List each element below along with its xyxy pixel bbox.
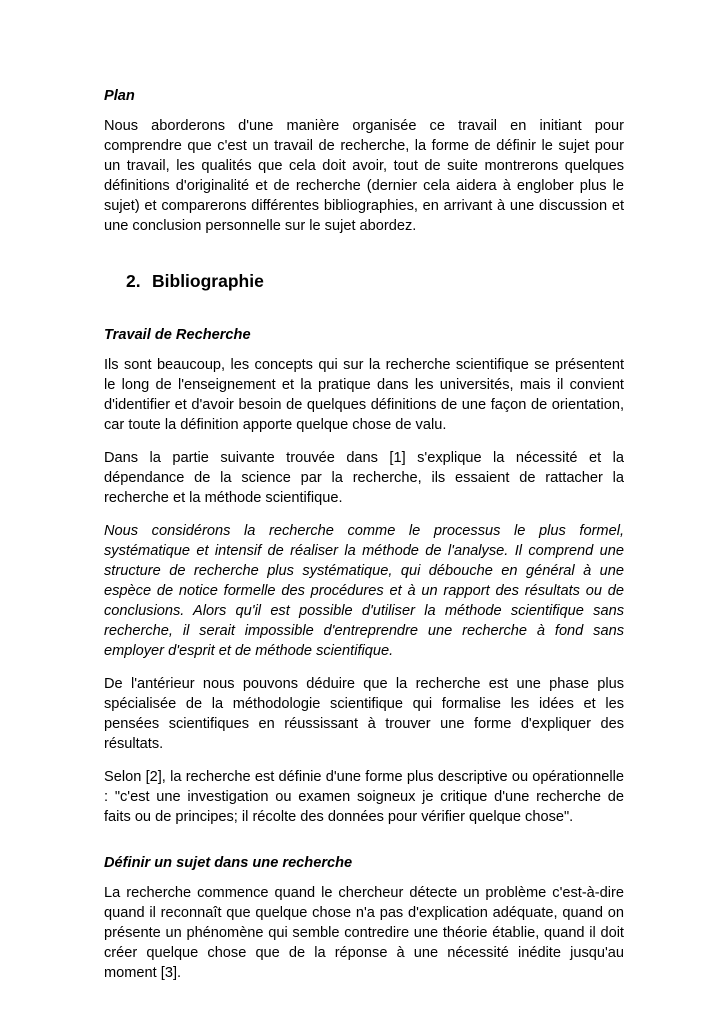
- section-number: 2.: [126, 271, 141, 291]
- plan-paragraph: Nous aborderons d'une manière organisée ce travail en initiant pour comprendre que c'est un travail de recherche, la forme de définir le sujet pour un travail, les qualités que cela doit avoir, tout de suite montrerons quelques définitions d'originalité et de recherche (dernier cela aidera à englober plus le sujet) et comparerons différentes bibliographies, en arrivant à une discussion et une conclusion personnelle sur le sujet abordez.: [104, 118, 624, 234]
- travail-paragraph-4: Selon [2], la recherche est définie d'une forme plus descriptive ou opérationnelle : "c'est une investigation ou examen soigneux je critique d'une recherche de faits ou de principes; il récolte des données pour vérifier quelque chose".: [104, 769, 624, 825]
- travail-paragraph-3: De l'antérieur nous pouvons déduire que la recherche est une phase plus spécialisée de la méthodologie scientifique qui formalise les idées et les pensées scientifiques en réussissant à trouver une forme d'expliquer des résultats.: [104, 676, 624, 752]
- definir-heading: Définir un sujet dans une recherche: [104, 855, 353, 871]
- definir-paragraph-1: La recherche commence quand le chercheur détecte un problème c'est-à-dire quand il reconnaît que quelque chose n'a pas d'explication adéquate, quand on présente un phénomène qui semble contredire une théorie établie, quand il doit créer quelque chose que de la réponse à une nécessité inédite jusqu'au moment [3].: [104, 885, 624, 981]
- section-heading-bibliographie: [104, 270, 624, 292]
- travail-paragraph-1: Ils sont beaucoup, les concepts qui sur la recherche scientifique se présentent le long de l'enseignement et la pratique dans les universités, mais il convient d'identifier et d'avoir besoin de quelques définitions de une façon de orientation, car toute la définition apporte quelque chose de valu.: [104, 357, 624, 433]
- travail-paragraph-2: Dans la partie suivante trouvée dans [1] s'explique la nécessité et la dépendance de la science par la recherche, ils essaient de rattacher la recherche et la méthode scientifique.: [104, 450, 624, 506]
- page-content: [104, 86, 624, 983]
- travail-quote: Nous considérons la recherche comme le processus le plus formel, systématique et intensif de réaliser la méthode de l'analyse. Il comprend une structure de recherche plus systématique, qui débouche en général à une espèce de notice formelle des procédures et à un rapport des résultats ou de conclusions. Alors qu'il est possible d'utiliser la méthode scientifique sans recherche, il serait impossible d'entreprendre une recherche à fond sans employer d'esprit et de méthode scientifique.: [104, 523, 624, 659]
- section-title: Bibliographie: [152, 271, 264, 291]
- travail-heading: Travail de Recherche: [104, 327, 251, 343]
- plan-heading: Plan: [104, 88, 135, 104]
